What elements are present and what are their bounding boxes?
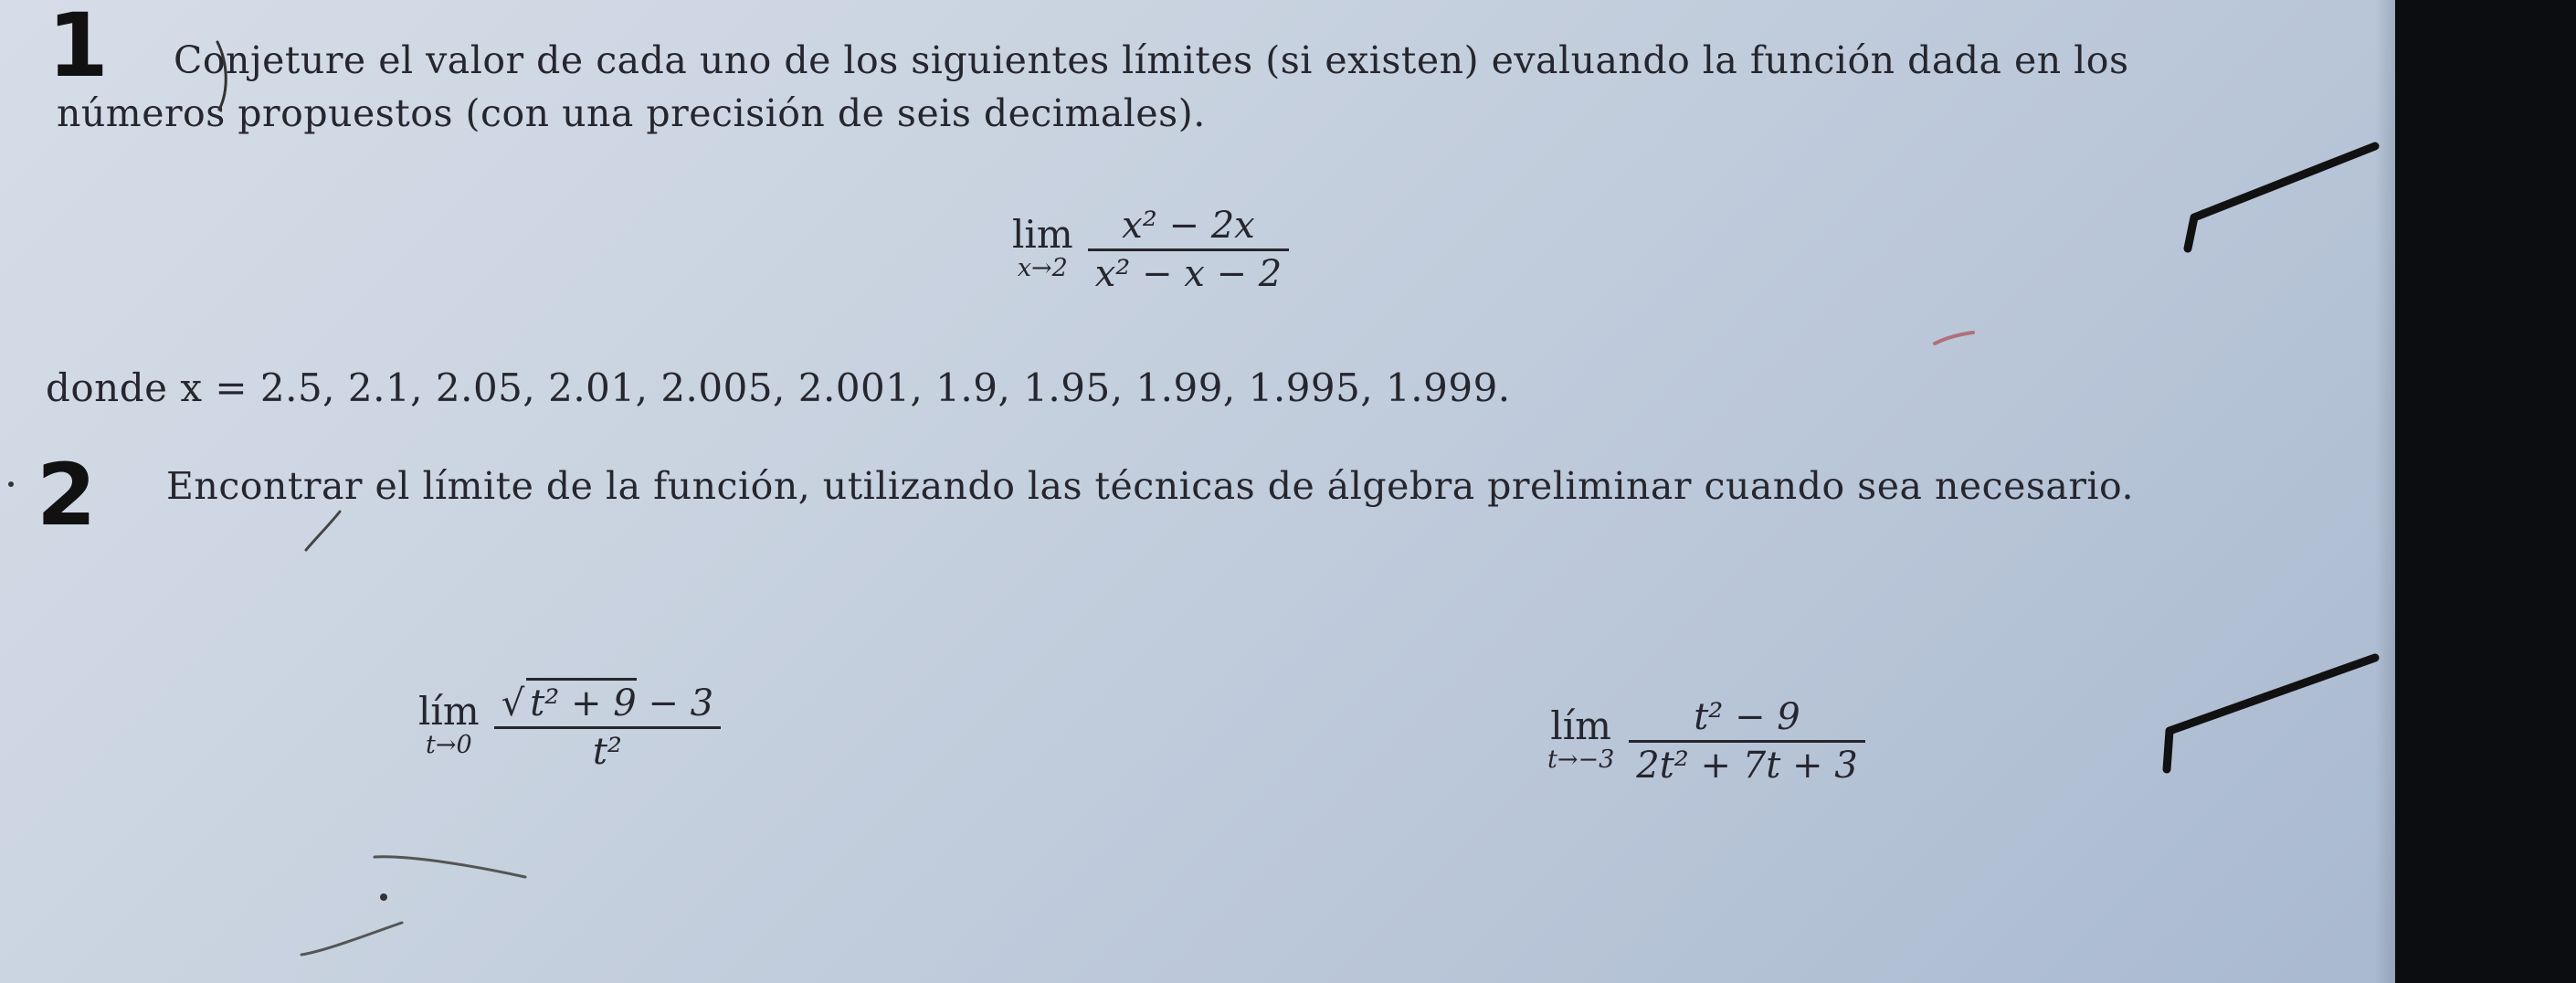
fraction-denominator: t² — [592, 731, 622, 773]
problem-1-number: 1 — [48, 0, 109, 97]
red-mark-icon — [1935, 333, 1973, 344]
problem-1-text-line2: números propuestos (con una precisión de seis decimales). — [57, 91, 1206, 135]
lim-subscript: t→0 — [426, 730, 472, 759]
checkmark-1-icon — [2188, 146, 2375, 248]
pen-stroke-problem-1-icon — [217, 42, 226, 110]
lim-subscript: x→2 — [1017, 254, 1068, 283]
checkmark-2-icon — [2167, 658, 2375, 769]
fraction-numerator: x² − 2x — [1122, 205, 1255, 247]
pen-scribble-tail-icon — [301, 923, 402, 955]
fraction-numerator: √ t² + 9 − 3 — [494, 678, 721, 726]
fraction-numerator: t² − 9 — [1694, 696, 1800, 738]
sqrt-radicand: t² + 9 — [526, 678, 637, 726]
problem-2-instruction: Encontrar el límite de la función, utilizando las técnicas de álgebra preliminar cuando sea necesario. — [166, 464, 2135, 508]
lim-label: lím — [1550, 703, 1611, 749]
fraction-denominator: 2t² + 7t + 3 — [1636, 745, 1858, 787]
fraction-denominator: x² − x − 2 — [1094, 253, 1283, 295]
problem-2-number: 2 — [37, 446, 97, 545]
problem-1-values: donde x = 2.5, 2.1, 2.05, 2.01, 2.005, 2.001, 1.9, 1.95, 1.99, 1.995, 1.999. — [46, 365, 1511, 410]
numerator-rest: − 3 — [636, 682, 714, 724]
pen-scribble-underline-icon — [375, 857, 525, 877]
problem-1-text-line1: Conjeture el valor de cada uno de los siguientes límites (si existen) evaluando la función dada en los — [174, 38, 2129, 82]
pen-dot-icon — [380, 893, 387, 901]
lim-label: lím — [418, 688, 480, 734]
pen-stroke-problem-2-icon — [306, 512, 340, 550]
pen-dot-small-icon — [8, 481, 14, 487]
lim-subscript: t→−3 — [1547, 745, 1615, 775]
lim-label: lim — [1012, 212, 1073, 258]
